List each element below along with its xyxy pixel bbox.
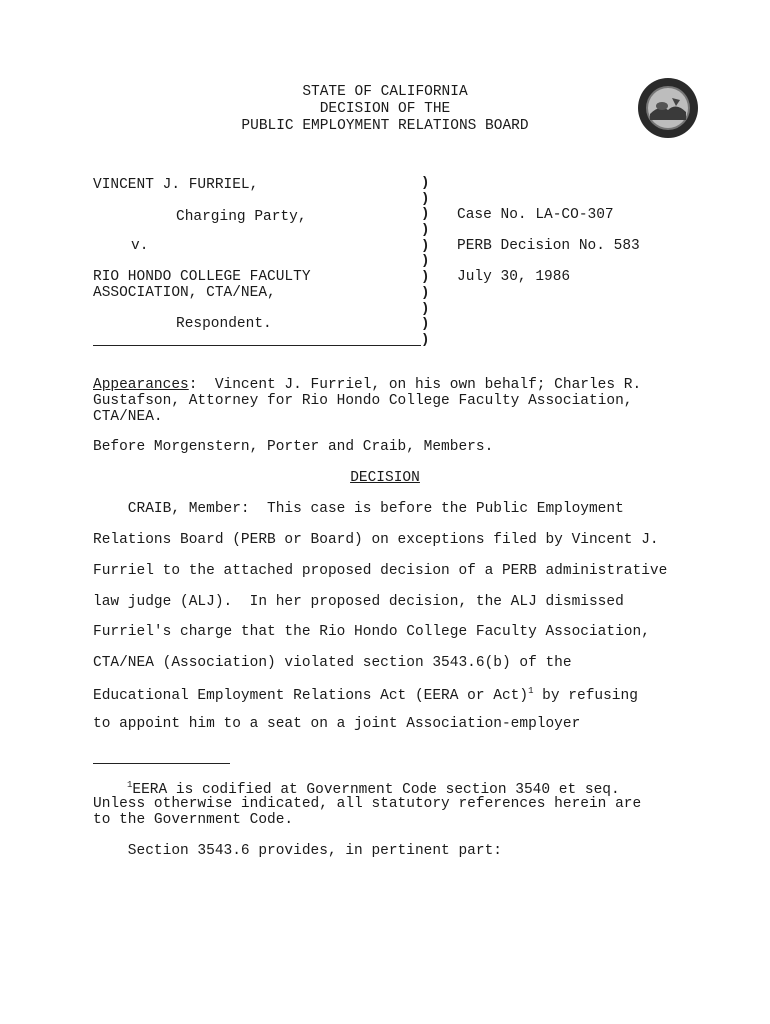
footnote-line2: Unless otherwise indicated, all statutory references herein are <box>93 796 642 812</box>
header-board: PUBLIC EMPLOYMENT RELATIONS BOARD <box>241 118 529 134</box>
body-line-3: Furriel to the attached proposed decision of a PERB administrative <box>93 563 668 579</box>
charging-party-name: VINCENT J. FURRIEL, <box>93 177 259 193</box>
respondent-name-line2: ASSOCIATION, CTA/NEA, <box>93 285 276 301</box>
before-line: Before Morgenstern, Porter and Craib, Members. <box>93 439 494 455</box>
header-state: STATE OF CALIFORNIA <box>302 84 468 100</box>
body-line-5: Furriel's charge that the Rio Hondo College Faculty Association, <box>93 624 650 640</box>
footnote-rule <box>93 763 230 764</box>
body-line-2: Relations Board (PERB or Board) on exceptions filed by Vincent J. <box>93 532 659 548</box>
decision-heading: DECISION <box>350 470 420 486</box>
appearances-line3: CTA/NEA. <box>93 409 163 425</box>
body-line-4: law judge (ALJ). In her proposed decision, the ALJ dismissed <box>93 594 624 610</box>
footnote-reference: 1 <box>528 686 534 696</box>
decision-number: PERB Decision No. 583 <box>457 238 640 254</box>
footnote-line3: to the Government Code. <box>93 812 294 828</box>
respondent-name-line1: RIO HONDO COLLEGE FACULTY <box>93 269 311 285</box>
caption-rule <box>93 345 421 346</box>
caption-bracket: ) ) ) ) ) ) ) ) ) ) ) <box>421 175 430 348</box>
body-line-8: to appoint him to a seat on a joint Association-employer <box>93 716 581 732</box>
body-line-6: CTA/NEA (Association) violated section 3543.6(b) of the <box>93 655 572 671</box>
body-line-7: Educational Employment Relations Act (EERA or Act)$^1$ by refusing <box>93 686 638 704</box>
header-decision-of: DECISION OF THE <box>319 101 451 117</box>
appearances-label: Appearances <box>93 377 189 393</box>
footnote-marker: 1 <box>127 780 133 790</box>
versus-label: v. <box>131 238 149 254</box>
body-line-1: CRAIB, Member: This case is before the Public Employment <box>93 501 624 517</box>
state-seal-icon <box>636 76 700 140</box>
charging-party-role: Charging Party, <box>176 209 307 225</box>
appearances-text: : Vincent J. Furriel, on his own behalf; Charles R. <box>188 377 642 393</box>
decision-date: July 30, 1986 <box>457 269 571 285</box>
respondent-role: Respondent. <box>176 316 272 332</box>
appearances-line1 <box>93 377 641 393</box>
appearances-line2: Gustafson, Attorney for Rio Hondo College Faculty Association, <box>93 393 633 409</box>
footnote-line1: $^1$EERA is codified at Government Code section 3540 et seq. <box>127 780 620 798</box>
case-number: Case No. LA-CO-307 <box>457 207 614 223</box>
footnote-line4: Section 3543.6 provides, in pertinent part: <box>93 843 502 859</box>
